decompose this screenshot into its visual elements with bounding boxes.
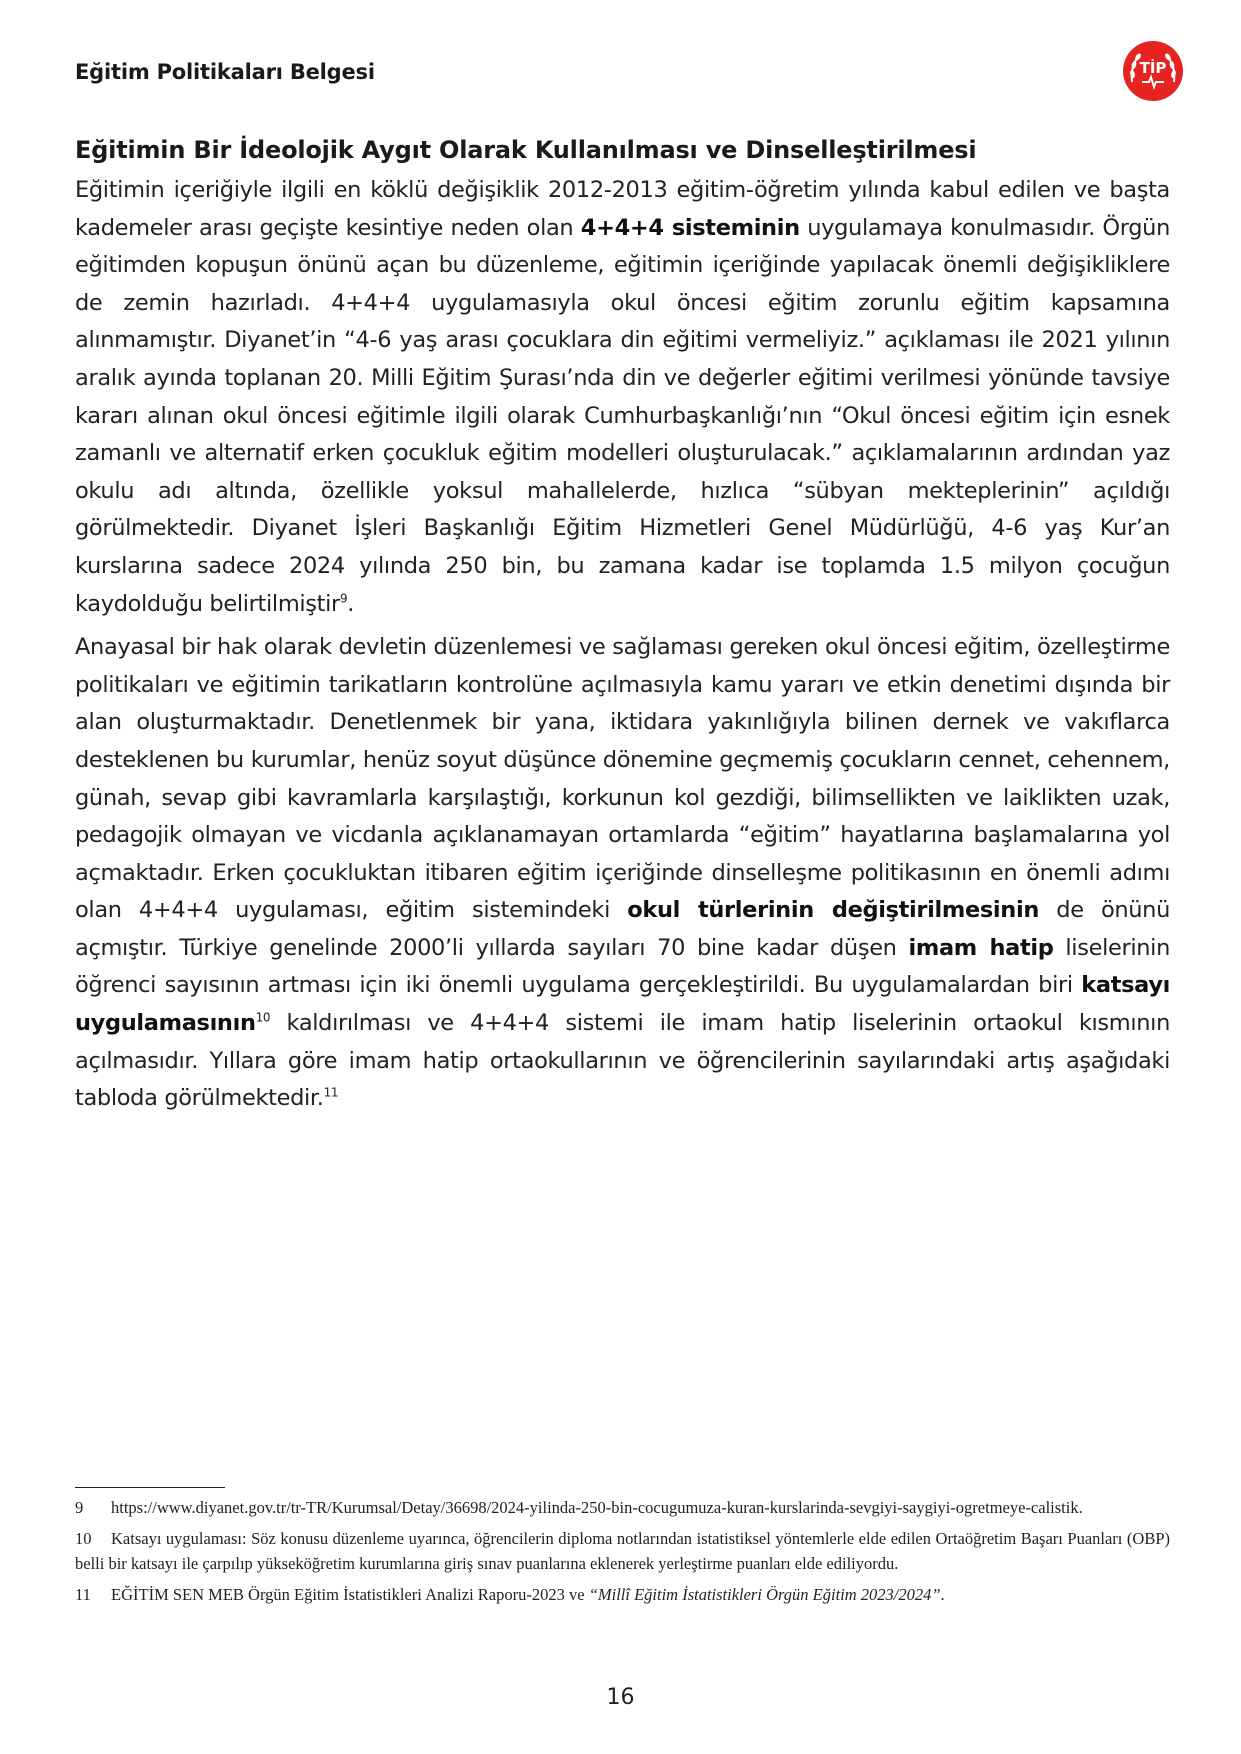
- tip-party-logo-icon: [1118, 36, 1188, 106]
- section-body: [75, 172, 1170, 1124]
- footnote-ref-11: 11: [323, 1085, 339, 1100]
- footnote-9-link[interactable]: https://www.diyanet.gov.tr/tr-TR/Kurumsal/Detay/36698/2024-yilinda-250-bin-cocugumuza-kuran-kurslarinda-sevgiyi-saygiyi-ogretmeye-calistik.: [111, 1498, 1083, 1517]
- footnotes: [75, 1495, 1170, 1613]
- footnote-ref-10: 10: [255, 1010, 271, 1025]
- logo-text: TİP: [1139, 59, 1167, 77]
- document-title: Eğitim Politikaları Belgesi: [75, 60, 375, 84]
- bold-term-imam-hatip: imam hatip: [908, 934, 1054, 961]
- paragraph-2: Anayasal bir hak olarak devletin düzenlemesi ve sağlaması gereken okul öncesi eğitim, özelleştirme politikaları ve eğitimin tarikatların kontrolüne açılmasıyla kamu yararı ve etkin denetimi dışında bir alan oluşturmaktadır. Denetlenmek bir yana, iktidara yakınlığıyla bilinen dernek ve vakıflarca desteklenen bu kurumlar, henüz soyut düşünce dönemine geçmemiş çocukların cennet, cehennem, günah, sevap gibi kavramlarla karşılaştığı, korkunun kol gezdiği, bilimsellikten ve laiklikten uzak, pedagojik olmayan ve vicdanla açıklanamayan ortamlarda “eğitim” hayatlarına başlamalarına yol açmaktadır. Erken çocukluktan itibaren eğitim içeriğinde dinselleşme politikasının en önemli adımı olan 4+4+4 uygulaması, eğitim sistemindeki okul türlerinin değiştirilmesinin de önünü açmıştır. Türkiye genelinde 2000’li yıllarda sayıları 70 bine kadar düşen imam hatip liselerinin öğrenci sayısının artması için iki önemli uygulama gerçekleştirildi. Bu uygulamalardan biri katsayı uygulamasının$^{10}$ kaldırılması ve 4+4+4 sistemi ile imam hatip liselerinin ortaokul kısmının açılmasıdır. Yıllara göre imam hatip ortaokullarının ve öğrencilerinin sayılarındaki artış aşağıdaki tabloda görülmektedir.$^{11}$: [75, 634, 1171, 1112]
- bold-term-coefficient: katsayı uygulamasının: [75, 972, 1170, 1037]
- bold-term-school-types: okul türlerinin değiştirilmesinin: [627, 897, 1039, 924]
- bold-term-444: 4+4+4 sisteminin: [580, 214, 800, 241]
- section-heading: Eğitimin Bir İdeolojik Aygıt Olarak Kullanılması ve Dinselleştirilmesi: [75, 136, 977, 164]
- footnote-9: 9 https://www.diyanet.gov.tr/tr-TR/Kurumsal/Detay/36698/2024-yilinda-250-bin-cocugumuza-kuran-kurslarinda-sevgiyi-saygiyi-ogretmeye-calistik.: [75, 1498, 1083, 1517]
- page-number: 16: [606, 1685, 635, 1710]
- footnote-ref-9: 9: [339, 591, 348, 606]
- paragraph-1: Eğitimin içeriğiyle ilgili en köklü değişiklik 2012-2013 eğitim-öğretim yılında kabul edilen ve başta kademeler arası geçişte kesintiye neden olan 4+4+4 sisteminin uygulamaya konulmasıdır. Örgün eğitimden kopuşun önünü açan bu düzenleme, eğitimin içeriğinde yapılacak önemli değişikliklere de zemin hazırladı. 4+4+4 uygulamasıyla okul öncesi eğitim zorunlu eğitim kapsamına alınmamıştır. Diyanet’in “4-6 yaş arası çocuklara din eğitimi vermeliyiz.” açıklaması ile 2021 yılının aralık ayında toplanan 20. Milli Eğitim Şurası’nda din ve değerler eğitimi verilmesi yönünde tavsiye kararı alınan okul öncesi eğitimle ilgili olarak Cumhurbaşkanlığı’nın “Okul öncesi eğitim için esnek zamanlı ve alternatif erken çocukluk eğitim modelleri oluşturulacak.” açıklamalarının ardından yaz okulu adı altında, özellikle yoksul mahallelerde, hızlıca “sübyan mekteplerinin” açıldığı görülmektedir. Diyanet İşleri Başkanlığı Eğitim Hizmetleri Genel Müdürlüğü, 4-6 yaş Kur’an kurslarına sadece 2024 yılında 250 bin, bu zamana kadar ise toplamda 1.5 milyon çocuğun kaydolduğu belirtilmiştir$^9$.: [75, 177, 1170, 617]
- footnote-11: 11 EĞİTİM SEN MEB Örgün Eğitim İstatistikleri Analizi Raporu-2023 ve “Millî Eğitim İstatistikleri Örgün Eğitim 2023/2024”.: [75, 1585, 945, 1604]
- footnote-divider: [75, 1487, 225, 1488]
- footnote-10: 10 Katsayı uygulaması: Söz konusu düzenleme uyarınca, öğrencilerin diploma notlarından istatistiksel yöntemlerle elde edilen Ortaöğretim Başarı Puanları (OBP) belli bir katsayı ile çarpılıp yükseköğretim kurumlarına giriş sınav puanlarına eklenerek yerleştirme puanları elde ediliyordu.: [75, 1529, 1170, 1573]
